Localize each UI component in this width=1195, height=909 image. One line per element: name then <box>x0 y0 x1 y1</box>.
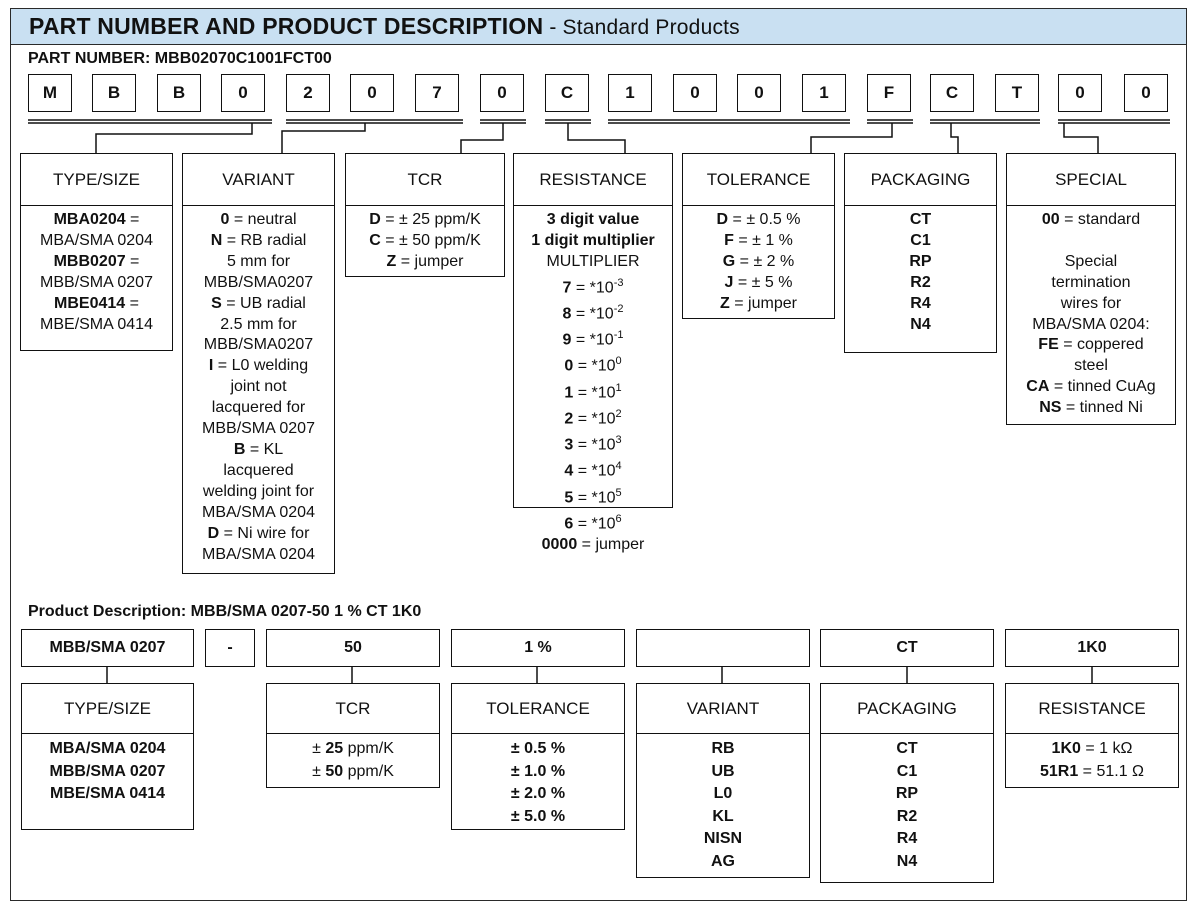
legend-text: 7 <box>562 279 572 297</box>
legend-text: D <box>207 524 220 542</box>
legend-row <box>847 252 994 273</box>
legend-text: 6 <box>564 515 574 533</box>
description-box-title: PACKAGING <box>821 684 993 734</box>
legend-row <box>847 210 994 231</box>
description-text: ppm/K <box>343 762 394 780</box>
legend-text: 9 <box>562 331 572 349</box>
description-text: UB <box>711 762 735 780</box>
description-text: ± 0.5 % <box>510 740 566 757</box>
legend-row <box>185 398 332 419</box>
legend-text: MBB/SMA 0207 <box>40 273 153 291</box>
description-box-type-size <box>21 683 194 830</box>
legend-text: 8 <box>562 305 572 323</box>
description-text: 1K0 <box>1051 740 1081 757</box>
legend-text: MBE0414 <box>54 294 126 312</box>
legend-box-body <box>1007 206 1175 423</box>
legend-text: = Ni wire for <box>219 524 310 542</box>
legend-row <box>348 210 502 231</box>
legend-text: R4 <box>910 294 931 312</box>
legend-text: N4 <box>910 315 931 333</box>
legend-row <box>685 294 832 315</box>
legend-row <box>1009 377 1173 398</box>
legend-text: 0 <box>220 211 230 228</box>
description-row <box>269 738 437 761</box>
legend-text: = jumper <box>729 294 797 312</box>
legend-text: 4 <box>564 462 574 480</box>
description-text: MBB/SMA 0207 <box>49 762 166 780</box>
legend-text: 5 <box>615 486 622 499</box>
description-text: ± 2.0 % <box>510 785 566 802</box>
legend-row <box>516 535 670 556</box>
legend-text: 0 <box>615 355 622 368</box>
legend-row <box>847 273 994 294</box>
legend-text: = ± 0.5 % <box>728 211 801 228</box>
legend-box-title: TCR <box>346 154 504 206</box>
legend-text: MBA0204 <box>53 211 126 228</box>
description-box-body <box>637 734 809 877</box>
description-text: AG <box>711 852 735 870</box>
legend-text: 0 <box>564 357 574 375</box>
legend-text: 5 mm for <box>226 252 291 270</box>
legend-text: = *10 <box>573 383 616 401</box>
description-box-title: TOLERANCE <box>452 684 624 734</box>
description-text: N4 <box>896 852 918 870</box>
description-text: = 51.1 Ω <box>1078 762 1145 780</box>
legend-text: = jumper <box>577 536 645 554</box>
description-box-body <box>267 734 439 787</box>
legend-text: I <box>208 357 214 375</box>
legend-text: MULTIPLIER <box>546 252 640 270</box>
legend-text: D <box>716 211 729 228</box>
legend-text: MBA/SMA 0204 <box>202 503 315 521</box>
legend-text: CT <box>909 211 932 228</box>
legend-row <box>185 440 332 461</box>
product-description-label: Product Description: MBB/SMA 0207-50 1 % CT 1K0 <box>28 603 422 620</box>
description-value-box: - <box>205 629 255 667</box>
part-char-box: B <box>157 74 201 112</box>
legend-row <box>185 503 332 524</box>
legend-row <box>516 210 670 231</box>
part-char-box: 0 <box>1058 74 1102 112</box>
legend-text: wires for <box>1060 294 1122 312</box>
description-text: KL <box>712 807 734 825</box>
legend-text: G <box>722 252 736 270</box>
legend-row <box>847 315 994 336</box>
legend-box-title: TYPE/SIZE <box>21 154 172 206</box>
legend-text: = UB radial <box>221 294 306 312</box>
legend-row <box>185 252 332 273</box>
description-box-title: RESISTANCE <box>1006 684 1178 734</box>
legend-row <box>185 377 332 398</box>
legend-text: MBA/SMA 0204: <box>1032 315 1150 333</box>
legend-box-packaging <box>844 153 997 353</box>
description-text: RP <box>895 785 919 802</box>
part-char-box: 0 <box>673 74 717 112</box>
description-box-title: TCR <box>267 684 439 734</box>
legend-text: lacquered <box>223 461 294 479</box>
legend-text: 1 digit multiplier <box>531 231 655 249</box>
legend-text: 3 digit value <box>546 211 640 228</box>
legend-row <box>185 545 332 566</box>
legend-box-body <box>683 206 834 319</box>
legend-text: -2 <box>613 302 624 315</box>
description-row <box>823 738 991 761</box>
part-char-box: C <box>930 74 974 112</box>
part-char-box: T <box>995 74 1039 112</box>
description-text: 50 <box>325 762 344 780</box>
part-char-box: 0 <box>350 74 394 112</box>
legend-text: MBB0207 <box>53 252 126 270</box>
part-char-box: C <box>545 74 589 112</box>
legend-box-resistance <box>513 153 673 554</box>
legend-row <box>185 294 332 315</box>
description-text: ± 5.0 % <box>510 807 566 825</box>
description-row <box>454 806 622 829</box>
title-text: PART NUMBER AND PRODUCT DESCRIPTION <box>29 13 544 39</box>
part-char-box: 0 <box>221 74 265 112</box>
description-text: L0 <box>713 785 733 802</box>
legend-text: MBB/SMA 0207 <box>202 420 315 438</box>
legend-row <box>185 335 332 356</box>
legend-row <box>185 315 332 336</box>
description-text: NISN <box>703 830 743 847</box>
legend-box-body <box>845 206 996 339</box>
legend-text: = ± 50 ppm/K <box>380 231 481 249</box>
legend-row <box>516 231 670 252</box>
legend-text: = *10 <box>573 357 616 375</box>
legend-text: 4 <box>615 460 622 473</box>
description-value-box: CT <box>820 629 994 667</box>
legend-row <box>516 483 670 509</box>
description-value-box: 1K0 <box>1005 629 1179 667</box>
part-char-box: 2 <box>286 74 330 112</box>
legend-row <box>185 273 332 294</box>
legend-row <box>516 325 670 351</box>
description-text: ppm/K <box>343 740 394 757</box>
description-text: = 1 kΩ <box>1080 740 1133 757</box>
legend-row <box>1009 356 1173 377</box>
legend-text: 1 <box>564 383 574 401</box>
legend-row <box>685 231 832 252</box>
description-row <box>454 738 622 761</box>
legend-text: RP <box>909 252 932 270</box>
description-text: CT <box>896 740 918 757</box>
legend-text: = ± 25 ppm/K <box>380 211 481 228</box>
description-row <box>823 806 991 829</box>
description-box-title: TYPE/SIZE <box>22 684 193 734</box>
part-char-box: M <box>28 74 72 112</box>
legend-text: 0000 <box>541 536 578 554</box>
legend-text: termination <box>1051 273 1131 291</box>
description-box-tcr <box>266 683 440 788</box>
legend-row <box>1009 315 1173 336</box>
legend-box-body <box>183 206 334 569</box>
legend-row <box>185 210 332 231</box>
description-value-box: 50 <box>266 629 440 667</box>
legend-box-body <box>514 206 672 560</box>
legend-row <box>23 315 170 336</box>
legend-text: = tinned CuAg <box>1049 378 1156 396</box>
description-text: RB <box>711 740 735 757</box>
legend-text: CA <box>1026 378 1050 396</box>
description-text: ± <box>312 762 326 780</box>
description-box-title: VARIANT <box>637 684 809 734</box>
legend-text: FE <box>1038 336 1059 354</box>
legend-text: R2 <box>910 273 931 291</box>
description-row <box>1008 738 1176 761</box>
legend-text: MBB/SMA0207 <box>203 336 314 354</box>
legend-text: -1 <box>613 329 624 342</box>
legend-text: = KL <box>245 440 284 458</box>
legend-box-type-size <box>20 153 173 351</box>
part-char-box: 0 <box>1124 74 1168 112</box>
legend-row <box>516 378 670 404</box>
part-char-box: 0 <box>737 74 781 112</box>
legend-text: Z <box>386 252 397 270</box>
legend-row <box>1009 210 1173 231</box>
legend-text: = L0 welding <box>213 357 309 375</box>
legend-row <box>185 524 332 545</box>
legend-text: Special <box>1064 252 1118 270</box>
description-value-box <box>636 629 810 667</box>
legend-row <box>1009 273 1173 294</box>
legend-text: 6 <box>615 512 622 525</box>
description-text: 25 <box>325 740 344 757</box>
legend-text: = *10 <box>573 515 616 533</box>
legend-box-tolerance <box>682 153 835 319</box>
legend-text: = *10 <box>573 462 616 480</box>
legend-text: = <box>125 294 139 312</box>
part-char-box: 7 <box>415 74 459 112</box>
legend-row <box>685 210 832 231</box>
legend-text: welding joint for <box>202 482 315 500</box>
legend-row <box>516 252 670 273</box>
description-text: C1 <box>896 762 918 780</box>
part-char-box: 1 <box>608 74 652 112</box>
description-row <box>24 738 191 761</box>
legend-row <box>516 273 670 299</box>
description-row <box>454 783 622 806</box>
description-box-body <box>22 734 193 810</box>
legend-text: = *10 <box>571 279 614 297</box>
legend-text: -3 <box>613 276 624 289</box>
legend-box-title: SPECIAL <box>1007 154 1175 206</box>
legend-text: = jumper <box>396 252 464 270</box>
legend-text: = *10 <box>571 331 614 349</box>
legend-text: D <box>369 211 381 228</box>
description-row <box>639 851 807 874</box>
legend-text <box>1089 232 1093 249</box>
legend-row <box>348 231 502 252</box>
legend-row <box>1009 294 1173 315</box>
description-text: R2 <box>896 807 918 825</box>
description-box-variant <box>636 683 810 878</box>
title-subtitle: - Standard Products <box>543 16 740 39</box>
legend-text: 2 <box>615 407 622 420</box>
description-box-tolerance <box>451 683 625 830</box>
description-row <box>454 761 622 784</box>
legend-text: = coppered <box>1058 336 1144 354</box>
legend-text: 3 <box>564 436 574 454</box>
legend-text: = standard <box>1059 211 1141 228</box>
legend-text: = ± 5 % <box>733 273 793 291</box>
legend-row <box>847 231 994 252</box>
legend-text: 1 <box>615 381 622 394</box>
legend-row <box>185 419 332 440</box>
description-row <box>639 828 807 851</box>
legend-row <box>847 294 994 315</box>
description-text: ± <box>312 740 326 757</box>
legend-row <box>23 273 170 294</box>
legend-text: B <box>233 440 246 458</box>
legend-text: Z <box>720 294 730 312</box>
description-row <box>1008 761 1176 784</box>
description-value-box: MBB/SMA 0207 <box>21 629 194 667</box>
part-char-box: 0 <box>480 74 524 112</box>
description-row <box>24 783 191 806</box>
legend-row <box>516 404 670 430</box>
legend-text: MBA/SMA 0204 <box>202 545 315 563</box>
description-box-packaging <box>820 683 994 883</box>
legend-row <box>516 299 670 325</box>
description-row <box>639 738 807 761</box>
legend-box-variant <box>182 153 335 574</box>
legend-row <box>685 252 832 273</box>
legend-text: C1 <box>910 231 931 249</box>
description-row <box>639 806 807 829</box>
part-char-box: F <box>867 74 911 112</box>
legend-text: J <box>724 273 734 291</box>
description-text: ± 1.0 % <box>510 762 566 780</box>
legend-row <box>23 210 170 231</box>
description-row <box>639 761 807 784</box>
legend-text: 5 <box>564 488 574 506</box>
description-box-body <box>821 734 993 877</box>
legend-text: NS <box>1039 399 1062 417</box>
legend-box-title: RESISTANCE <box>514 154 672 206</box>
part-char-box: 1 <box>802 74 846 112</box>
legend-row <box>516 456 670 482</box>
legend-row <box>1009 398 1173 419</box>
legend-box-title: VARIANT <box>183 154 334 206</box>
legend-row <box>23 252 170 273</box>
legend-text: = tinned Ni <box>1061 399 1143 417</box>
legend-text: 2 <box>564 410 574 428</box>
legend-box-title: PACKAGING <box>845 154 996 206</box>
legend-text: = *10 <box>573 436 616 454</box>
description-row <box>269 761 437 784</box>
part-number-label: PART NUMBER: MBB02070C1001FCT00 <box>28 50 332 67</box>
legend-text: = neutral <box>229 211 297 228</box>
legend-text: MBE/SMA 0414 <box>40 315 153 333</box>
legend-box-body <box>21 206 172 339</box>
legend-row <box>516 509 670 535</box>
description-value-box: 1 % <box>451 629 625 667</box>
legend-text: 3 <box>615 434 622 447</box>
description-box-body <box>452 734 624 832</box>
legend-box-tcr <box>345 153 505 277</box>
legend-text: = *10 <box>573 410 616 428</box>
legend-text: = RB radial <box>222 231 307 249</box>
part-char-box: B <box>92 74 136 112</box>
legend-text: C <box>369 231 381 249</box>
legend-text: MBA/SMA 0204 <box>40 231 153 249</box>
legend-text: F <box>724 231 734 249</box>
description-box-body <box>1006 734 1178 787</box>
legend-text: steel <box>1074 357 1108 375</box>
description-text: R4 <box>896 830 918 847</box>
legend-row <box>23 294 170 315</box>
description-row <box>24 761 191 784</box>
legend-row <box>185 356 332 377</box>
legend-text: 00 <box>1041 211 1060 228</box>
legend-box-title: TOLERANCE <box>683 154 834 206</box>
description-box-resistance <box>1005 683 1179 788</box>
legend-text: = ± 2 % <box>735 252 795 270</box>
description-row <box>639 783 807 806</box>
legend-text: = <box>125 252 140 270</box>
legend-row <box>185 231 332 252</box>
legend-text: = <box>125 211 140 228</box>
description-text: MBE/SMA 0414 <box>50 785 165 802</box>
legend-box-special <box>1006 153 1176 425</box>
description-row <box>823 761 991 784</box>
legend-row <box>348 252 502 273</box>
description-text: 51R1 <box>1039 762 1079 780</box>
legend-text: 2.5 mm for <box>220 315 297 333</box>
legend-row <box>185 482 332 503</box>
legend-box-body <box>346 206 504 277</box>
legend-text: MBB/SMA0207 <box>203 273 314 291</box>
legend-row <box>1009 335 1173 356</box>
legend-row <box>516 351 670 377</box>
legend-row <box>1009 231 1173 252</box>
legend-row <box>516 430 670 456</box>
legend-row <box>685 273 832 294</box>
legend-text: S <box>211 294 222 312</box>
legend-text: = *10 <box>571 305 614 323</box>
legend-text: N <box>210 231 223 249</box>
description-row <box>823 851 991 874</box>
legend-text: = *10 <box>573 488 616 506</box>
description-row <box>823 783 991 806</box>
legend-text: lacquered for <box>211 399 306 417</box>
legend-row <box>1009 252 1173 273</box>
description-text: MBA/SMA 0204 <box>49 740 166 757</box>
legend-row <box>23 231 170 252</box>
description-row <box>823 828 991 851</box>
legend-row <box>185 461 332 482</box>
legend-text: joint not <box>230 378 287 396</box>
legend-text: = ± 1 % <box>733 231 793 249</box>
